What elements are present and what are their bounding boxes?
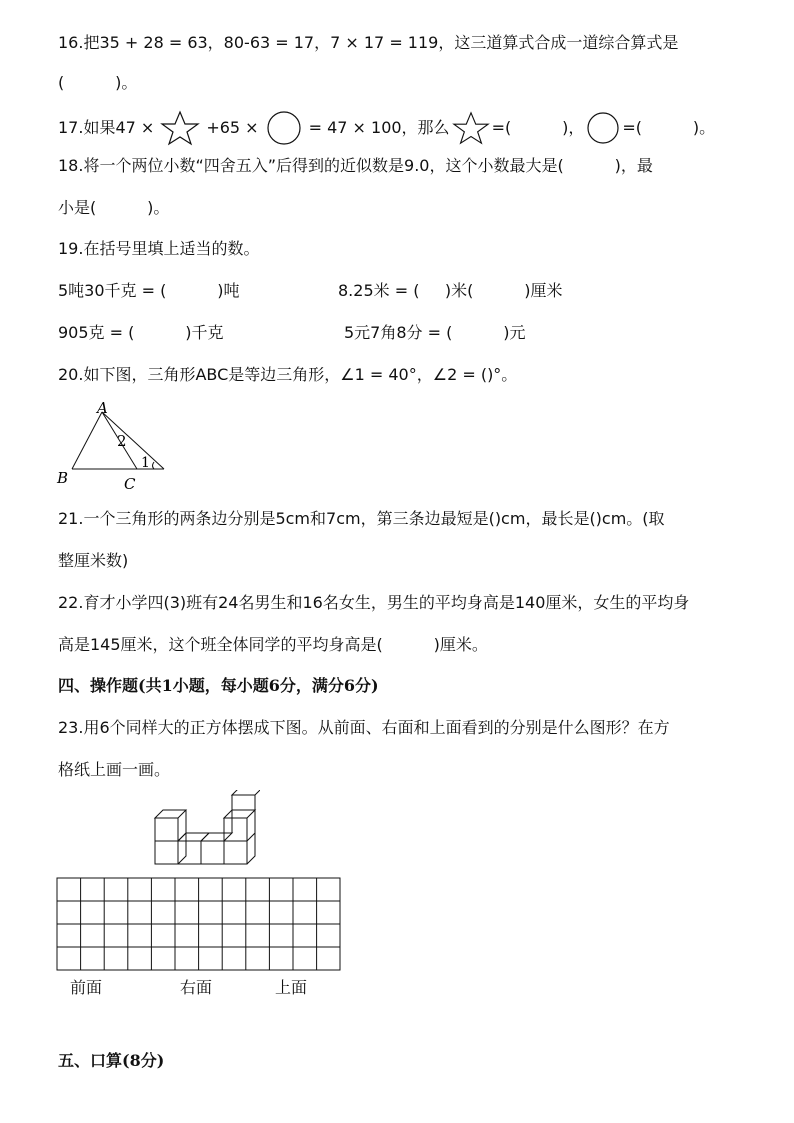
q19-row1-b: 8.25米 = ( )米( )厘米 — [338, 281, 563, 300]
q22-line1: 22.育才小学四(3)班有24名男生和16名女生，男生的平均身高是140厘米，女生的平均身 — [58, 593, 690, 612]
q16-line1: 16.把35 + 28 = 63，80-63 = 17，7 × 17 = 119，这三道算式合成一道综合算式是 — [58, 33, 679, 52]
section4-title: 四、操作题(共1小题，每小题6分，满分6分) — [58, 676, 379, 695]
label-right-view: 右面 — [180, 978, 213, 997]
q17 — [58, 112, 715, 144]
q22-line2: 高是145厘米，这个班全体同学的平均身高是( )厘米。 — [58, 635, 488, 654]
q19-title: 19.在括号里填上适当的数。 — [58, 239, 260, 258]
grid-paper — [56, 877, 342, 973]
q17-part4: =( )， — [491, 118, 585, 137]
q17-part5: =( )。 — [622, 118, 716, 137]
q21-line1: 21.一个三角形的两条边分别是5cm和7cm，第三条边最短是()cm，最长是()cm。(取 — [58, 509, 665, 528]
label-angle-1: 1 — [141, 455, 150, 471]
star-icon — [160, 110, 200, 146]
q19-row2-b: 5元7角8分 = ( )元 — [344, 323, 526, 342]
q23-line2: 格纸上画一画。 — [58, 760, 171, 779]
circle-icon — [265, 110, 303, 146]
label-top-view: 上面 — [275, 978, 308, 997]
q18-line2: 小是( )。 — [58, 198, 170, 217]
q18-line1: 18.将一个两位小数“四舍五入”后得到的近似数是9.0，这个小数最大是( )，最 — [58, 156, 653, 175]
q20-text: 20.如下图，三角形ABC是等边三角形，∠1 = 40°，∠2 = ()°。 — [58, 365, 518, 384]
q17-part2: +65 × — [206, 118, 259, 137]
q16-line2: ( )。 — [58, 73, 138, 92]
q19-row1-a: 5吨30千克 = ( )吨 — [58, 281, 240, 300]
label-a: A — [97, 400, 108, 417]
q21-line2: 整厘米数) — [58, 551, 129, 570]
circle-icon — [586, 111, 620, 145]
label-b: B — [57, 469, 69, 487]
q20-triangle-figure — [52, 400, 182, 495]
q17-part1: 17.如果47 × — [58, 118, 155, 137]
q19-row2-a: 905克 = ( )千克 — [58, 323, 224, 342]
star-icon — [452, 110, 490, 146]
label-front-view: 前面 — [70, 978, 103, 997]
q17-part3: = 47 × 100，那么 — [308, 118, 450, 137]
label-c: C — [124, 475, 136, 493]
label-angle-2: 2 — [117, 432, 127, 450]
cube-stack-figure — [150, 790, 260, 870]
q23-line1: 23.用6个同样大的正方体摆成下图。从前面、右面和上面看到的分别是什么图形？在方 — [58, 718, 670, 737]
section5-title: 五、口算(8分) — [58, 1051, 165, 1070]
